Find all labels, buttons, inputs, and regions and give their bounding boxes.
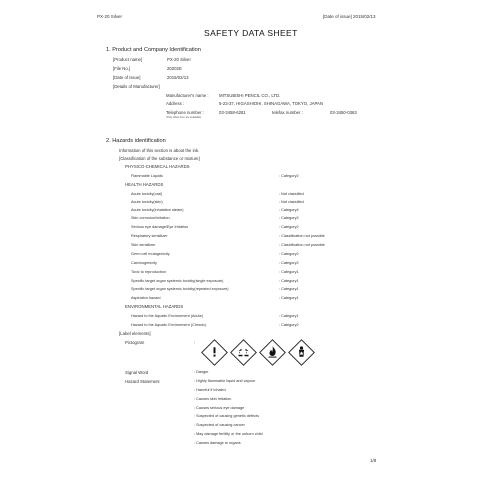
health-hazard-icon	[288, 339, 315, 366]
date-of-issue-value: 2015/02/13	[167, 75, 189, 80]
hazard-value: : Category2	[279, 216, 299, 220]
hazard-statement: : May damage fertility or the unborn child	[194, 432, 263, 436]
hazard-value: : Classification not possible	[279, 243, 325, 247]
hazard-value: : Not classified	[279, 191, 304, 196]
address-value: 5-23-37, HIGASHIOHI, SHINAGAWA, TOKYO, JAPAN	[219, 101, 324, 106]
hazard-name: Hazard to the Aquatic Environment (Acute)	[131, 314, 203, 318]
product-name-label: [Product name]	[113, 57, 143, 62]
exclamation-pictogram-icon	[201, 339, 228, 366]
hazard-statement: : Harmful if inhaled	[194, 387, 226, 392]
hazard-value: : Category2	[279, 322, 299, 327]
page-number: 1/8	[370, 458, 377, 463]
hazard-statement: : Suspected of causing genetic defects	[194, 414, 260, 418]
hazard-statement: : Causes damage to organs	[194, 441, 241, 445]
hazard-value: : Category1	[279, 314, 299, 318]
manufacturer-name-value: MITSUBISHI PENCIL CO., LTD.	[219, 93, 281, 98]
hazard-value: : Category1	[279, 296, 299, 300]
hazard-name: Specific target organ systemic toxicity(single exposure)	[131, 278, 224, 283]
hazard-name: Acute toxicity(oral)	[131, 191, 163, 196]
hazard-value: : Category2	[279, 225, 299, 229]
telefax-label: telefax number :	[272, 110, 303, 115]
file-no-value: 20202E	[167, 66, 182, 71]
hazard-value: : Category2	[279, 252, 299, 256]
hazard-name: Respiratory sensitizer	[131, 234, 168, 238]
label-elements-label: [Label elements]	[119, 331, 151, 336]
hazard-value: : Classification not possible	[279, 234, 325, 238]
header-product: PX-20 Silver	[97, 14, 123, 19]
hazard-statement: : Suspected of causing cancer	[194, 423, 245, 427]
telefax-value: 03-3450-0363	[330, 110, 357, 115]
hazard-value: : Category2	[279, 261, 299, 265]
hazard-name: Hazard to the Aquatic Environment (Chronic)	[131, 322, 207, 327]
document-title: SAFETY DATA SHEET	[204, 28, 298, 38]
environmental-hazards-heading: ENVIRONMENTAL HAZARDS	[125, 304, 184, 309]
hazard-value: : Category1	[279, 287, 299, 291]
hazard-value: : Category4	[279, 207, 299, 212]
pictogram-colon: :	[194, 340, 196, 345]
pictogram-label: Pictogram	[125, 340, 145, 345]
classification-label: [Classification of the substance or mixture]	[119, 156, 200, 161]
hazard-name: Flammable Liquids	[131, 174, 163, 178]
file-no-label: [File No.]	[113, 66, 131, 71]
hazard-value: : Category2	[279, 174, 299, 178]
hazard-name: Acute toxicity(skin)	[131, 199, 163, 204]
manufacturer-details-label: [Details of Manufacturer]	[113, 84, 160, 89]
date-of-issue-label: [Date of issue]	[113, 75, 141, 80]
hazard-name: Germ cell mutagenicity	[131, 252, 170, 256]
section2-info: Information of this section is about the ink.	[119, 148, 200, 153]
signal-word-value: : Danger	[194, 370, 209, 374]
hazard-statement-label: Hazard Statement	[125, 379, 160, 384]
hazard-name: Specific target organ systemic toxicity(repeated exposure)	[131, 287, 229, 291]
hazard-statement: : Causes skin irritation	[194, 396, 232, 401]
telephone-label: Telephone number :	[166, 110, 204, 115]
signal-word-label: Signal Word	[125, 370, 149, 375]
hazard-name: Carcinogenicity	[131, 261, 157, 265]
section1-heading: 1. Product and Company Identification	[106, 47, 201, 53]
hazard-statement: : Causes serious eye damage	[194, 405, 245, 410]
header-date: [Date of issue] 2015/02/13	[323, 14, 376, 19]
health-hazards-heading: HEALTH HAZARDS	[125, 182, 164, 187]
hazard-name: Toxic to reproduction	[131, 269, 167, 274]
hazard-name: Aspiration hazard	[131, 296, 161, 300]
telephone-value: 03-3458-6281	[219, 110, 246, 115]
hazard-name: Skin corrosion/irritation	[131, 216, 170, 220]
section2-heading: 2. Hazards identification	[106, 138, 166, 144]
flame-icon	[259, 339, 286, 366]
hazard-value: : Not classified	[279, 199, 304, 204]
hazard-value: : Category1	[279, 278, 299, 283]
hazard-statement: : Highly flammable liquid and vapour	[194, 379, 256, 383]
office-hours-note: (Only office hour are available)	[166, 116, 202, 119]
hazard-name: Skin sensitizer	[131, 243, 156, 247]
product-name-value: PX-20 Silver	[167, 57, 191, 62]
corrosion-icon	[230, 339, 257, 366]
address-label: Address :	[166, 101, 185, 106]
hazard-value: : Category1	[279, 269, 299, 274]
hazard-name: Acute toxicity(inhalation steam)	[131, 207, 184, 212]
hazard-name: Serious eye damage/Eye Irritation	[131, 225, 189, 229]
physico-chemical-heading: PHYSICO-CHEMICAL HAZARDS	[125, 164, 190, 169]
manufacturer-name-label: Manufacturer's name :	[166, 93, 209, 98]
